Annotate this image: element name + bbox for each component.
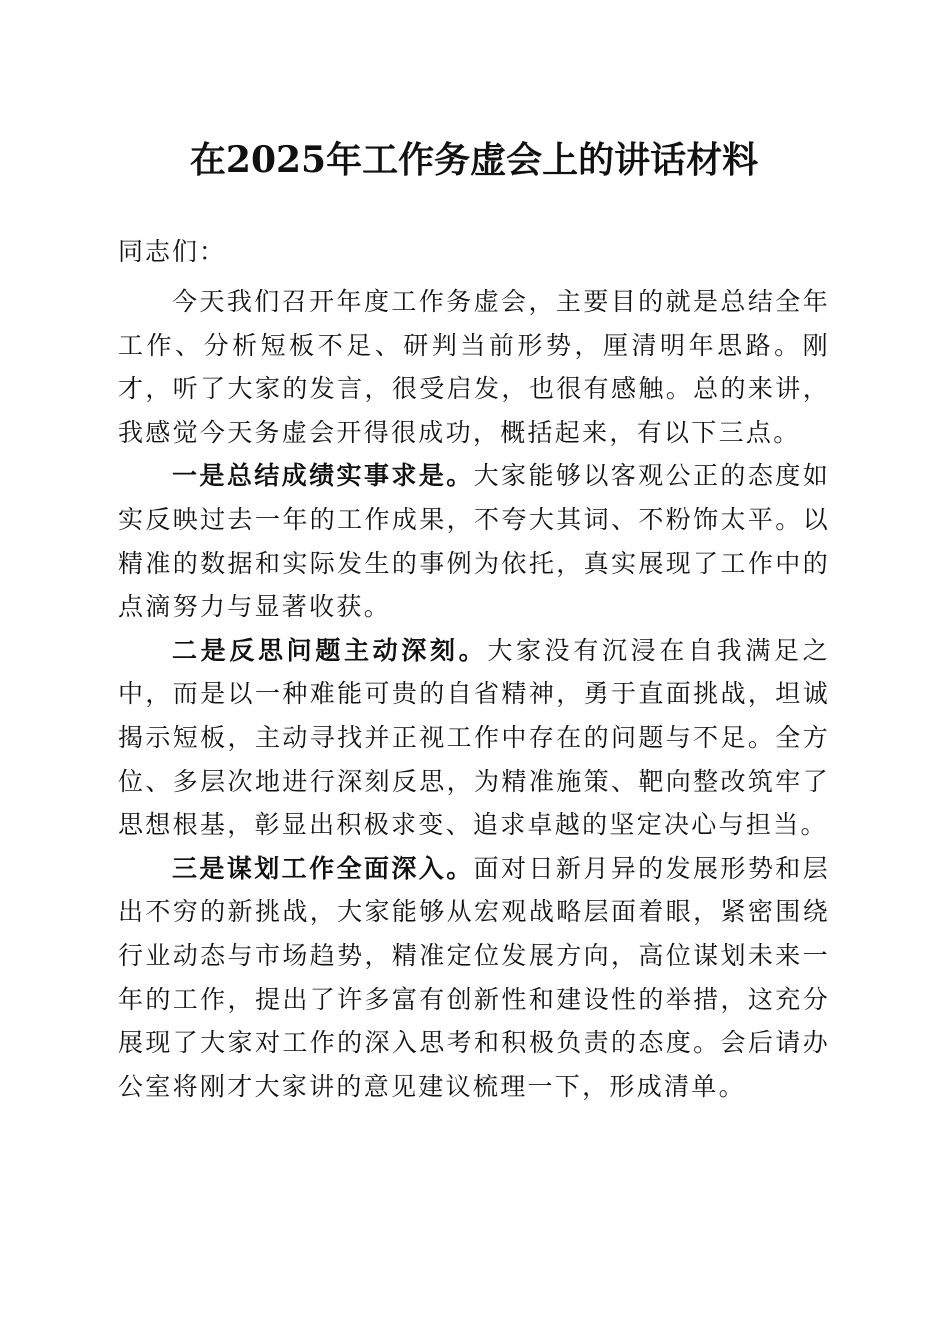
paragraph-text: 大家能够以客观公正的态度如实反映过去一年的工作成果，不夸大其词、不粉饰太平。以精准的数据和实际发生的事例为依托，真实展现了工作中的点滴努力与显著收获。 [118,461,830,622]
paragraph-text: 面对日新月异的发展形势和层出不穷的新挑战，大家能够从宏观战略层面着眼，紧密围绕行业动态与市场趋势，精准定位发展方向，高位谋划未来一年的工作，提出了许多富有创新性和建设性的举措，这充分展现了大家对工作的深入思考和积极负责的态度。会后请办公室将刚才大家讲的意见建议梳理一下，形成清单。 [118,853,830,1101]
paragraph-point-three [118,847,830,1109]
paragraph-lead: 三是谋划工作全面深入。 [172,853,474,883]
salutation: 同志们： [118,237,227,266]
document-body [118,280,830,1108]
paragraph-lead: 二是反思问题主动深刻。 [172,635,488,665]
paragraph-point-two [118,629,830,847]
paragraph-text: 大家没有沉浸在自我满足之中，而是以一种难能可贵的自省精神，勇于直面挑战，坦诚揭示短板，主动寻找并正视工作中存在的问题与不足。全方位、多层次地进行深刻反思，为精准施策、靶向整改筑牢了思想根基，彰显出积极求变、追求卓越的坚定决心与担当。 [118,635,830,840]
paragraph-point-one [118,454,830,628]
paragraph-text: 今天我们召开年度工作务虚会，主要目的就是总结全年工作、分析短板不足、研判当前形势，厘清明年思路。刚才，听了大家的发言，很受启发，也很有感触。总的来讲，我感觉今天务虚会开得很成功，概括起来，有以下三点。 [118,287,830,447]
paragraph-lead: 一是总结成绩实事求是。 [172,461,474,491]
document-title: 在2025年工作务虚会上的讲话材料 [189,139,759,181]
paragraph-intro [118,280,830,454]
